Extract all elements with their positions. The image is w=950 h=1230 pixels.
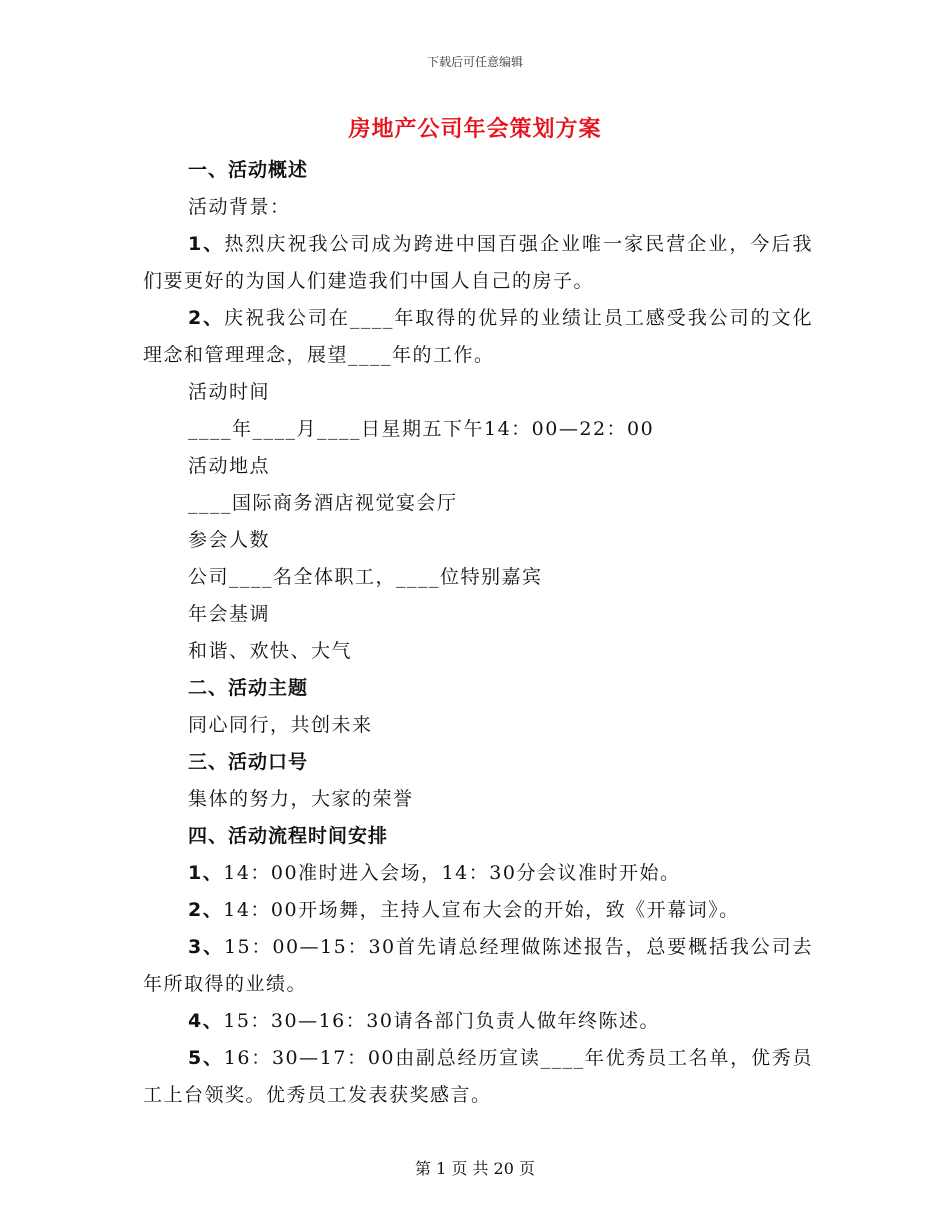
item-number: 5、 [188, 1047, 224, 1069]
page-footer: 第 1 页 共 20 页 [415, 1159, 535, 1178]
schedule-item-5 [143, 1040, 813, 1114]
item-number: 2、 [188, 899, 224, 921]
item-text: 14：00准时进入会场，14：30分会议准时开始。 [223, 862, 681, 884]
people-value: 公司____名全体职工，____位特别嘉宾 [188, 566, 543, 588]
people-label: 参会人数 [188, 529, 271, 551]
item-text: 15：00—15：30首先请总经理做陈述报告，总要概括我公司去年所取得的业绩。 [143, 936, 813, 995]
tone-value: 和谐、欢快、大气 [188, 640, 353, 662]
time-value: ____年____月____日星期五下午14：00—22：00 [188, 418, 655, 440]
slogan-text: 集体的努力，大家的荣誉 [188, 788, 414, 810]
place-label: 活动地点 [188, 455, 271, 477]
tone-label: 年会基调 [188, 603, 271, 625]
schedule-item-2 [143, 892, 813, 929]
document-body [143, 152, 813, 1114]
item-number: 3、 [188, 936, 224, 958]
item-text: 热烈庆祝我公司成为跨进中国百强企业唯一家民营企业，今后我们要更好的为国人们建造我们中国人自己的房子。 [143, 233, 813, 292]
section-heading-slogan: 三、活动口号 [188, 751, 309, 773]
background-label: 活动背景： [188, 196, 291, 218]
background-item-2 [143, 300, 813, 374]
header-note: 下载后可任意编辑 [426, 55, 523, 69]
item-number: 1、 [188, 233, 225, 255]
theme-text: 同心同行，共创未来 [188, 714, 373, 736]
item-number: 4、 [188, 1010, 224, 1032]
time-label: 活动时间 [188, 381, 271, 403]
item-number: 1、 [188, 862, 224, 884]
item-text: 16：30—17：00由副总经历宣读____年优秀员工名单，优秀员工上台领奖。优秀员工发表获奖感言。 [143, 1047, 813, 1106]
schedule-item-4 [143, 1003, 813, 1040]
item-text: 庆祝我公司在____年取得的优异的业绩让员工感受我公司的文化理念和管理理念，展望____年的工作。 [143, 307, 813, 366]
schedule-item-1 [143, 855, 813, 892]
place-value: ____国际商务酒店视觉宴会厅 [188, 492, 458, 514]
schedule-item-3 [143, 929, 813, 1003]
background-item-1 [143, 226, 813, 300]
item-text: 15：30—16：30请各部门负责人做年终陈述。 [223, 1010, 660, 1032]
item-text: 14：00开场舞，主持人宣布大会的开始，致《开幕词》。 [223, 899, 740, 921]
section-heading-schedule: 四、活动流程时间安排 [188, 825, 389, 847]
section-heading-theme: 二、活动主题 [188, 677, 309, 699]
section-heading-overview: 一、活动概述 [188, 159, 309, 181]
item-number: 2、 [188, 307, 225, 329]
document-title: 房地产公司年会策划方案 [348, 117, 602, 142]
